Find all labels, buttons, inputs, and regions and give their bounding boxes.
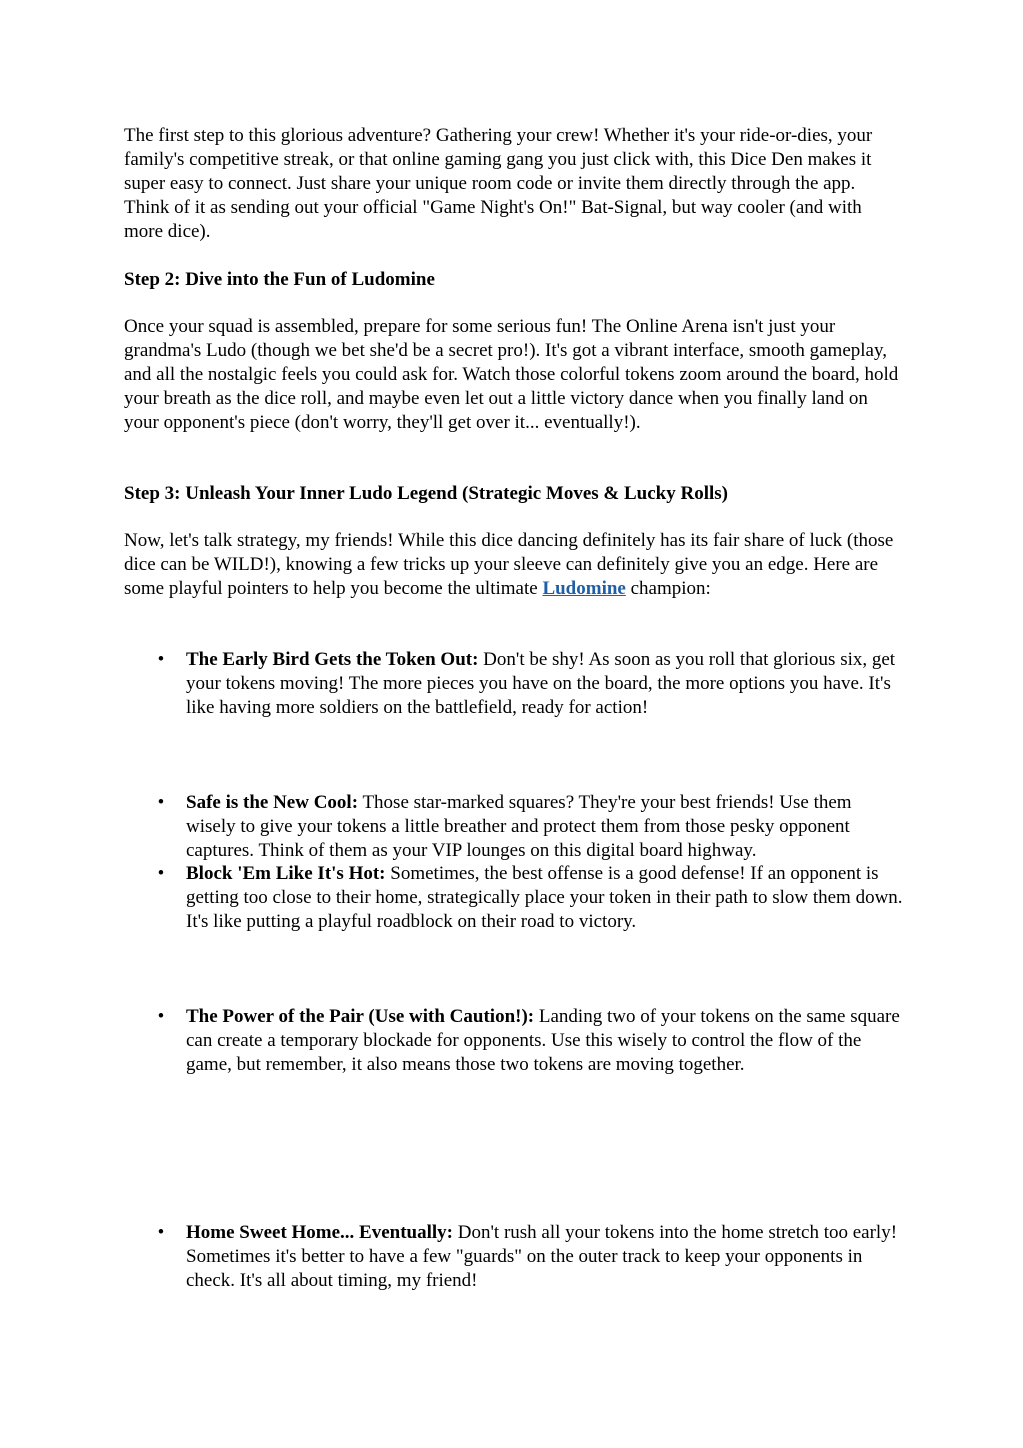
tip-list-item (124, 862, 904, 934)
tip-list-item (124, 791, 904, 863)
tip-text (186, 1221, 904, 1293)
tip-text (186, 791, 904, 863)
tip-text (186, 648, 904, 720)
tip-title: Block 'Em Like It's Hot: (186, 863, 386, 884)
bullet-icon: • (157, 863, 165, 884)
tip-text (186, 862, 904, 934)
tip-title: Home Sweet Home... Eventually: (186, 1222, 454, 1243)
ludomine-link[interactable]: Ludomine (542, 578, 626, 599)
tip-body: Those star-marked squares? They're your best friends! Use them wisely to give your tokens a little breather and protect them from those pesky opponent captures. Think of them as your VIP lounges on this digital board highway. (186, 792, 852, 861)
tip-body: Don't be shy! As soon as you roll that glorious six, get your tokens moving! The more pieces you have on the board, the more options you have. It's like having more soldiers on the battlefield, ready for action! (186, 649, 896, 718)
tip-body: Sometimes, the best offense is a good defense! If an opponent is getting too close to their home, strategically place your token in their path to slow them down. It's like putting a playful roadblock on their road to victory. (186, 863, 903, 932)
tip-body: Landing two of your tokens on the same square can create a temporary blockade for opponents. Use this wisely to control the flow of the game, but remember, it also means those two tokens are moving together. (186, 1006, 900, 1075)
step3-text-before-link: Now, let's talk strategy, my friends! While this dice dancing definitely has its fair share of luck (those dice can be WILD!), knowing a few tricks up your sleeve can definitely give you an edge. Here are some playful pointers to help you become the ultimate (124, 530, 894, 599)
tip-title: Safe is the New Cool: (186, 792, 359, 813)
step3-heading: Step 3: Unleash Your Inner Ludo Legend (Strategic Moves & Lucky Rolls) (124, 483, 728, 504)
intro-paragraph: The first step to this glorious adventure? Gathering your crew! Whether it's your ride-or-dies, your family's competitive streak, or that online gaming gang you just click with, this Dice Den makes it super easy to connect. Just share your unique room code or invite them directly through the app. Think of it as sending out your official "Game Night's On!" Bat-Signal, but way cooler (and with more dice). (124, 125, 873, 242)
bullet-icon: • (157, 1222, 165, 1243)
tip-title: The Early Bird Gets the Token Out: (186, 649, 479, 670)
step2-heading: Step 2: Dive into the Fun of Ludomine (124, 269, 435, 290)
step3-text-after-link: champion: (625, 578, 711, 599)
step2-paragraph: Once your squad is assembled, prepare for some serious fun! The Online Arena isn't just your grandma's Ludo (though we bet she'd be a secret pro!). It's got a vibrant interface, smooth gameplay, and all the nostalgic feels you could ask for. Watch those colorful tokens zoom around the board, hold your breath as the dice roll, and maybe even let out a little victory dance when you finally land on your opponent's piece (don't worry, they'll get over it... eventually!). (124, 316, 899, 433)
step3-paragraph (124, 529, 904, 601)
tip-list-item (124, 648, 904, 720)
tip-list-item (124, 1005, 904, 1077)
tip-body: Don't rush all your tokens into the home stretch too early! Sometimes it's better to have a few "guards" on the outer track to keep your opponents in check. It's all about timing, my friend! (186, 1222, 898, 1291)
bullet-icon: • (157, 649, 165, 670)
tip-text (186, 1005, 904, 1077)
tip-list-item (124, 1221, 904, 1293)
bullet-icon: • (157, 792, 165, 813)
tip-title: The Power of the Pair (Use with Caution!): (186, 1006, 535, 1027)
bullet-icon: • (157, 1006, 165, 1027)
